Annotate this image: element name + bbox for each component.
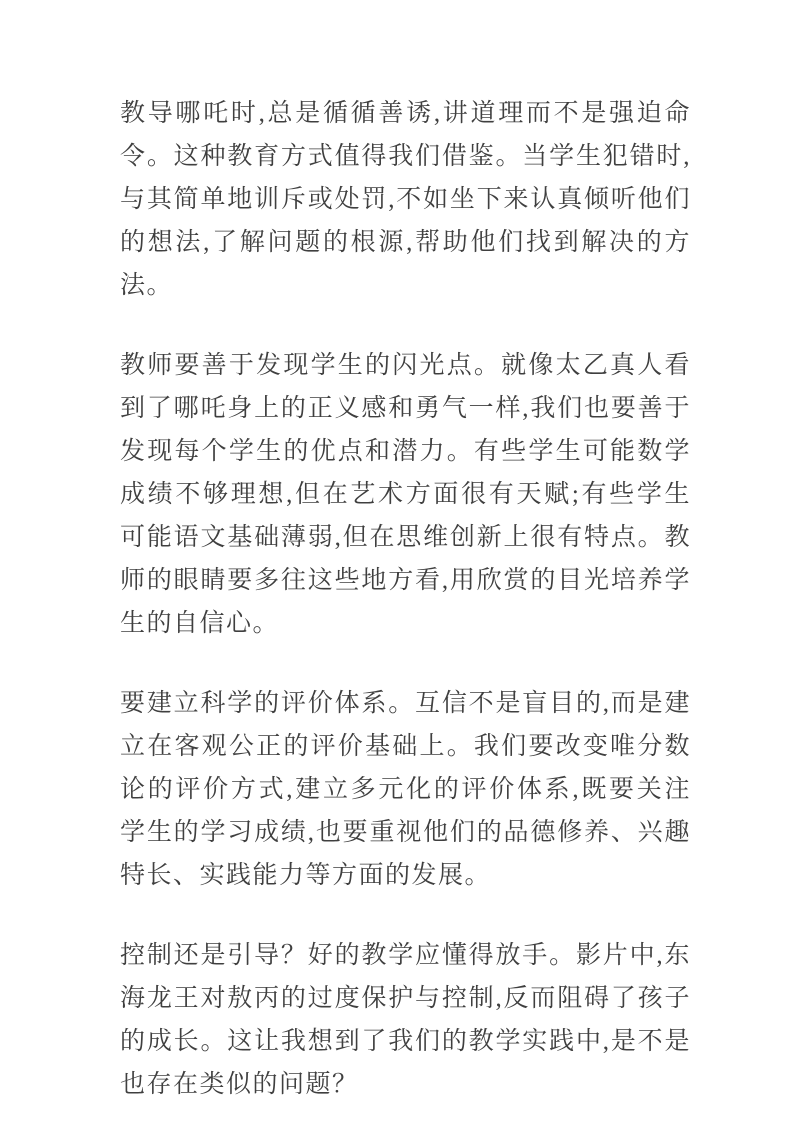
paragraph-evaluation-system: 要建立科学的评价体系。互信不是盲目的,而是建立在客观公正的评价基础上。我们要改变唯分数论的评价方式,建立多元化的评价体系,既要关注学生的学习成绩,也要重视他们的品德修养、兴趣特长、实践能力等方面的发展。	[120, 690, 691, 889]
paragraph-discover-strengths: 教师要善于发现学生的闪光点。就像太乙真人看到了哪吒身上的正义感和勇气一样,我们也要善于发现每个学生的优点和潜力。有些学生可能数学成绩不够理想,但在艺术方面很有天赋;有些学生可能语文基础薄弱,但在思维创新上很有特点。教师的眼睛要多往这些地方看,用欣赏的目光培养学生的自信心。	[120, 352, 691, 637]
paragraph-teaching-method: 教导哪吒时,总是循循善诱,讲道理而不是强迫命令。这种教育方式值得我们借鉴。当学生犯错时,与其简单地训斥或处罚,不如坐下来认真倾听他们的想法,了解问题的根源,帮助他们找到解决的方法。	[120, 100, 691, 299]
paragraph-control-or-guide: 控制还是引导？好的教学应懂得放手。影片中,东海龙王对敖丙的过度保护与控制,反而阻碍了孩子的成长。这让我想到了我们的教学实践中,是不是也存在类似的问题？	[120, 942, 691, 1098]
